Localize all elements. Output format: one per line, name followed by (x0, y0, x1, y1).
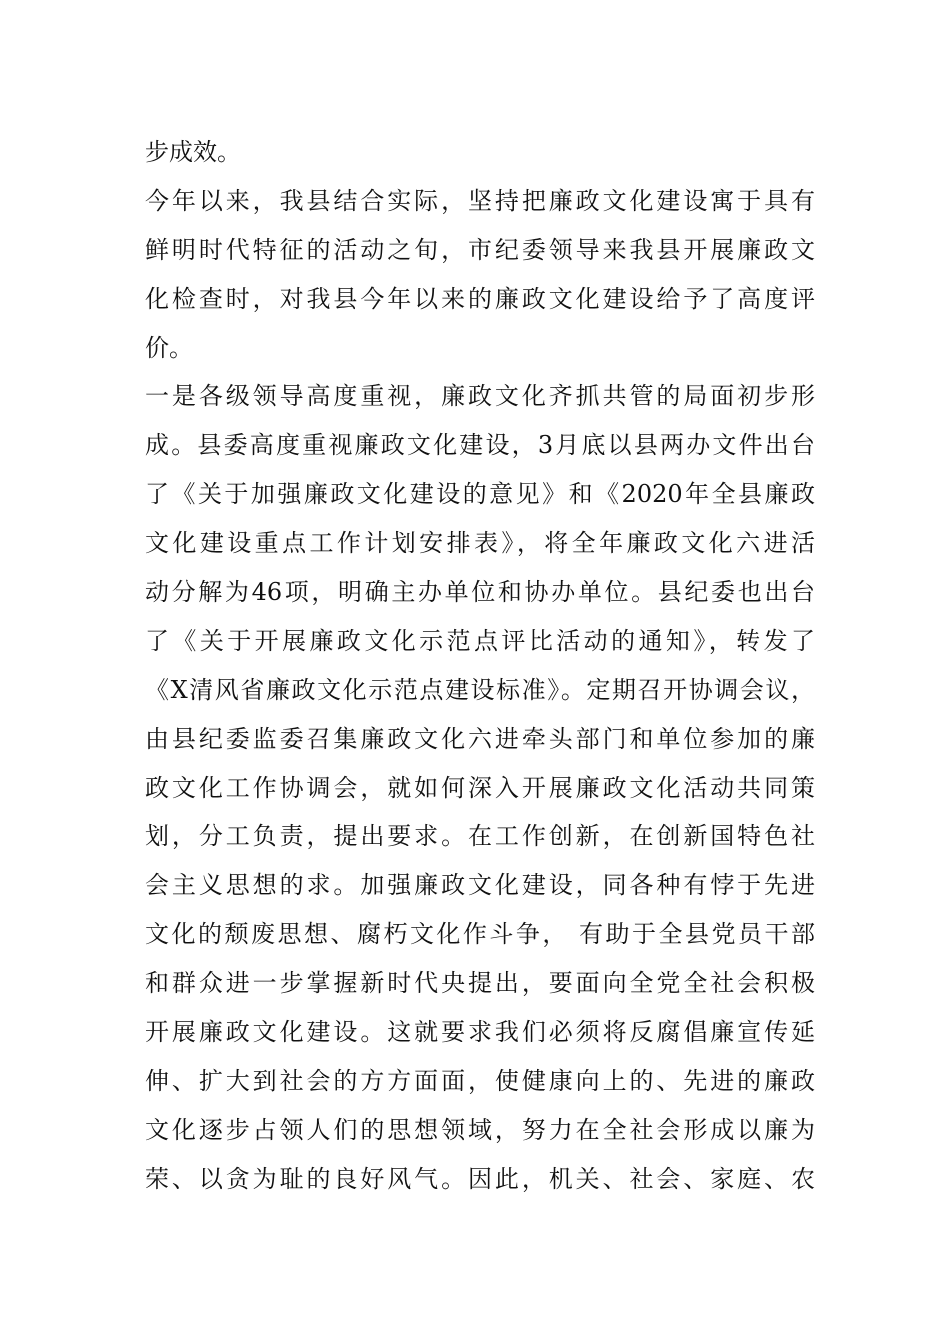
text-line: 划，分工负责，提出要求。在工作创新，在创新国特色社 (145, 822, 815, 851)
document-body (145, 128, 815, 1204)
text-line: 伸、扩大到社会的方方面面，使健康向上的、先进的廉政 (145, 1066, 815, 1095)
text-line: 文化建设重点工作计划安排表》，将全年廉政文化六进活 (145, 529, 815, 558)
text-line: 文化逐步占领人们的思想领域，努力在全社会形成以廉为 (145, 1115, 815, 1144)
text-line: 成。县委高度重视廉政文化建设，3月底以县两办文件出台 (145, 431, 815, 460)
text-line: 今年以来，我县结合实际，坚持把廉政文化建设寓于具有 (145, 186, 815, 215)
text-line: 了《关于开展廉政文化示范点评比活动的通知》，转发了 (145, 626, 815, 655)
text-line: 一是各级领导高度重视，廉政文化齐抓共管的局面初步形 (145, 382, 815, 411)
text-line: 化检查时，对我县今年以来的廉政文化建设给予了高度评 (145, 284, 815, 313)
text-line: 和群众进一步掌握新时代央提出，要面向全党全社会积极 (145, 969, 815, 998)
text-line: 了《关于加强廉政文化建设的意见》和《2020年全县廉政 (145, 480, 815, 509)
text-line: 步成效。 (145, 138, 241, 166)
text-line: 由县纪委监委召集廉政文化六进牵头部门和单位参加的廉 (145, 724, 815, 753)
text-line: 《X清风省廉政文化示范点建设标准》。定期召开协调会议， (145, 675, 815, 704)
text-line: 政文化工作协调会，就如何深入开展廉政文化活动共同策 (145, 773, 815, 802)
text-line: 荣、以贪为耻的良好风气。因此，机关、社会、家庭、农 (145, 1164, 815, 1193)
text-line: 开展廉政文化建设。这就要求我们必须将反腐倡廉宣传延 (145, 1018, 815, 1047)
text-line: 动分解为46项，明确主办单位和协办单位。县纪委也出台 (145, 578, 815, 607)
text-line: 价。 (145, 333, 193, 362)
text-line: 鲜明时代特征的活动之旬，市纪委领导来我县开展廉政文 (145, 235, 815, 264)
text-line: 会主义思想的求。加强廉政文化建设，同各种有悖于先进 (145, 871, 815, 900)
text-line: 文化的颓废思想、腐朽文化作斗争， 有助于全县党员干部 (145, 920, 815, 949)
